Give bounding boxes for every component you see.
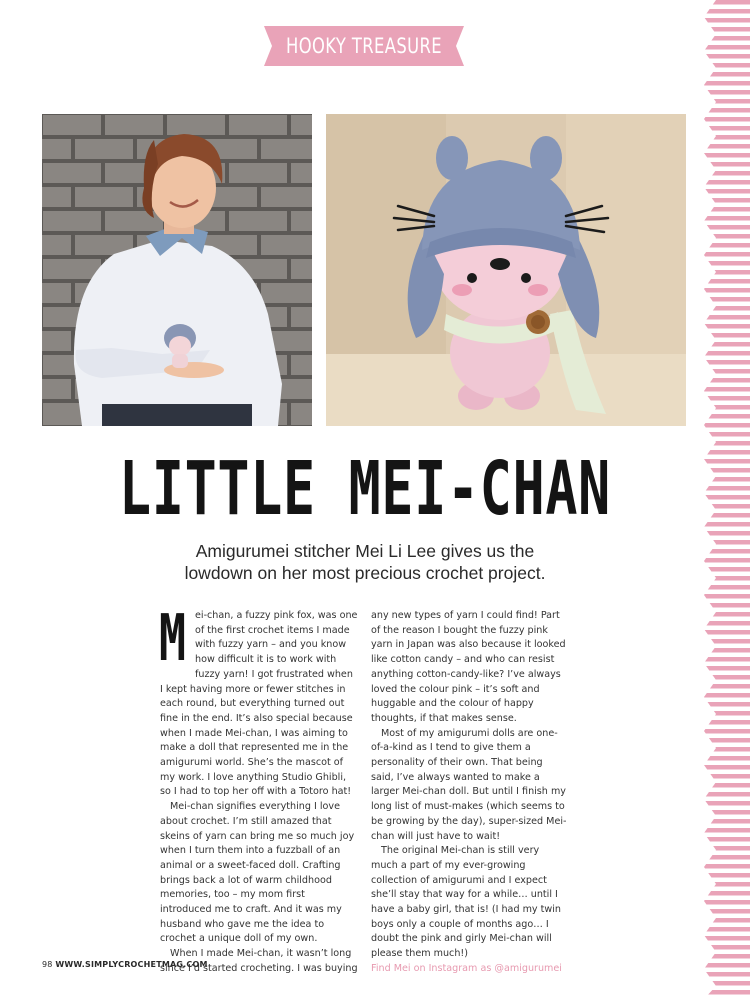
body-paragraph: ei-chan, a fuzzy pink fox, was one of the first crochet items I made with fuzzy yarn – and you know how difficult it is to work with fuzzy yarn! I got frustrated when I kept having more or fewer stitches in each round, but everything turned out fine in the end. It’s also special because when I made Mei-chan, I was aiming to make a doll that represented me in the amigurumi world. She’s the mascot of my work. I love anything Studio Ghibli, so I had to top her off with a Totoro hat! <box>160 610 358 798</box>
body-paragraph: Most of my amigurumi dolls are one-of-a-kind as I tend to give them a personality of their own. That being said, I’ve always wanted to make a larger Mei-chan doll. But until I finish my long list of must-makes (which seems to be growing by the day), super-sized Mei-chan will just have to wait! <box>371 727 567 842</box>
drop-cap: M <box>159 602 186 676</box>
website-url[interactable]: WWW.SIMPLYCROCHETMAG.COM <box>55 960 208 969</box>
page-number: 98 <box>42 960 53 969</box>
article-body-left-column <box>159 602 358 977</box>
body-paragraph: Mei-chan signifies everything I love about crochet. I’m still amazed that skeins of yarn can bring me so much joy when I turn them into a fuzzball of an animal or a sweet-faced doll. Crafting brings back a lot of warm childhood memories, too – my mom first introduced me to craft. And it was my husband who gave me the idea to crochet a unique doll of my own. <box>160 801 355 945</box>
body-paragraph: The original Mei-chan is still very much a part of my ever-growing collection of amigurumi and I expect she’ll stay that way for a while… until I have a baby girl, that is! (I had my twin boys only a couple of months ago… I doubt the pink and girly Mei-chan will please them much!) <box>371 845 562 960</box>
doll-photo <box>326 114 686 426</box>
body-paragraph: any new types of yarn I could find! Part of the reason I bought the fuzzy pink yarn in Japan was also because it looked like cotton candy – and who can resist anything cotton-candy-like? I’ve always loved the colour pink – it’s soft and huggable and the colour of happy thoughts, if that makes sense. <box>371 610 566 724</box>
subtitle-line-1: Amigurumei stitcher Mei Li Lee gives us the <box>195 541 535 561</box>
portrait-photo <box>42 114 312 426</box>
page-folio <box>42 960 208 969</box>
article-subtitle <box>130 540 600 584</box>
zigzag-stripe-border <box>704 0 750 999</box>
body-paragraph: When I made Mei-chan, it wasn’t long since I’d started crocheting. I was buying <box>160 948 358 974</box>
section-banner-label: HOOKY TREASURE <box>286 34 442 58</box>
article-body-right-column <box>371 609 567 977</box>
instagram-link[interactable]: Find Mei on Instagram as @amigurumei <box>371 962 562 974</box>
subtitle-line-2: lowdown on her most precious crochet project. <box>184 563 546 583</box>
article-title: LITTLE MEI-CHAN <box>119 446 611 532</box>
